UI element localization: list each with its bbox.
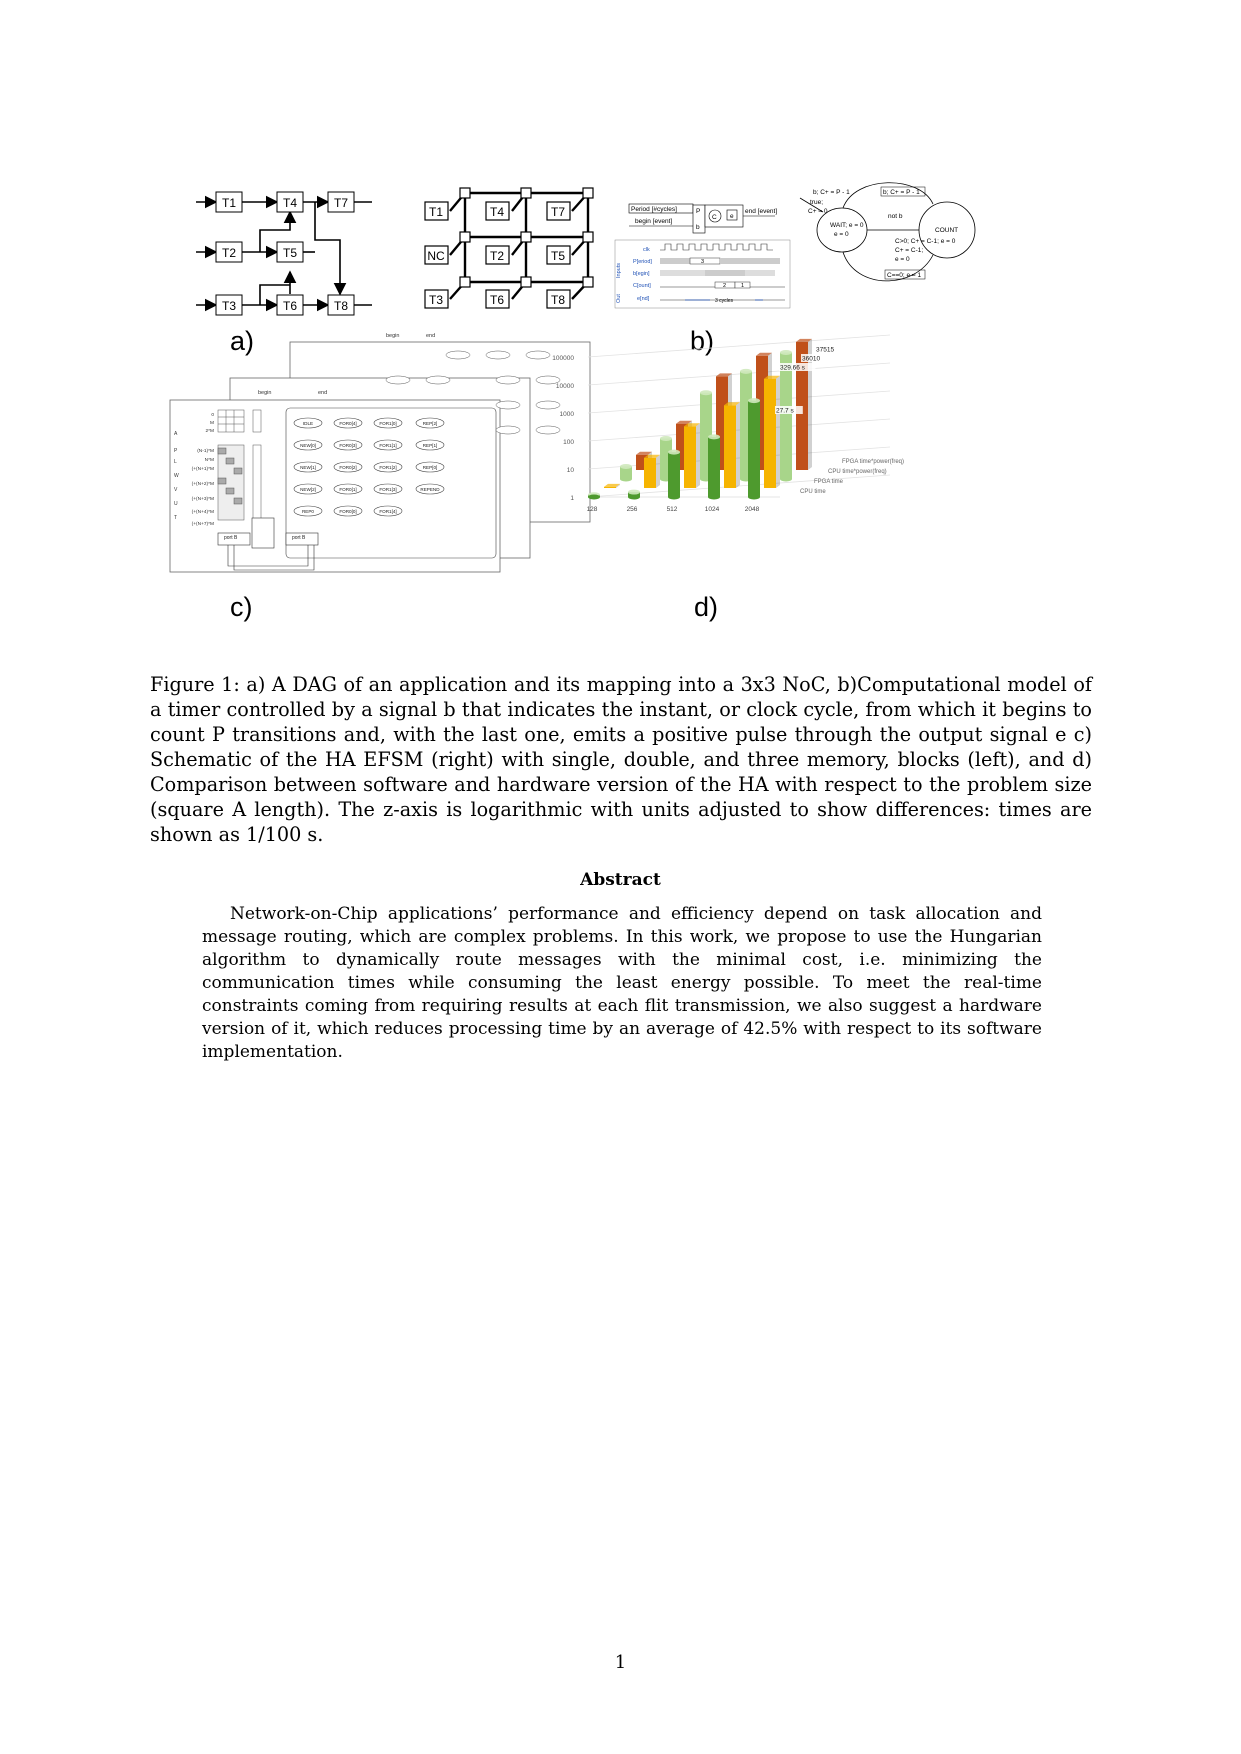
bar-cap: [700, 390, 712, 395]
svg-text:REP[2]: REP[2]: [422, 421, 438, 426]
svg-text:begin [event]: begin [event]: [635, 218, 673, 225]
legend-entry: CPU time*power(freq): [828, 469, 887, 475]
svg-text:end [event]: end [event]: [745, 208, 778, 215]
svg-text:T6: T6: [489, 293, 505, 307]
svg-text:b; C+ = P - 1: b; C+ = P - 1: [883, 189, 920, 196]
svg-text:T5: T5: [282, 246, 298, 260]
svg-text:(+(N+7)*M: (+(N+7)*M: [191, 522, 214, 527]
x-tick-label: 1024: [704, 506, 720, 513]
bar-cap: [708, 434, 720, 439]
bar-base: [748, 495, 760, 500]
bar-cap: [668, 450, 680, 455]
svg-text:T2: T2: [489, 249, 505, 263]
svg-text:b; C+ = P - 1: b; C+ = P - 1: [813, 189, 850, 196]
gridline: [588, 363, 890, 385]
svg-text:2: 2: [723, 283, 727, 289]
bar-base: [620, 477, 632, 482]
bar-cap: [740, 369, 752, 374]
z-tick-label: 10000: [555, 383, 574, 390]
svg-text:Period [#cycles]: Period [#cycles]: [631, 206, 677, 213]
abstract-title: Abstract: [580, 870, 661, 890]
svg-text:W: W: [174, 473, 179, 479]
svg-text:T3: T3: [428, 293, 444, 307]
svg-text:C==0; e = 1: C==0; e = 1: [887, 272, 922, 279]
bar: [684, 426, 696, 488]
svg-text:T4: T4: [489, 205, 505, 219]
svg-text:FOR1[0]: FOR1[0]: [379, 421, 397, 426]
bar: [644, 458, 656, 488]
svg-text:A: A: [174, 431, 178, 437]
bar: [604, 487, 616, 488]
svg-text:begin: begin: [386, 333, 400, 339]
svg-text:T8: T8: [333, 299, 349, 313]
bar-side: [776, 376, 780, 488]
legend-entry: FPGA time: [814, 479, 844, 485]
svg-text:e = 0: e = 0: [895, 256, 910, 263]
svg-text:NC: NC: [427, 249, 445, 263]
svg-text:FOR1[3]: FOR1[3]: [379, 487, 397, 492]
svg-text:e = 0: e = 0: [834, 231, 849, 238]
value-annotation: 329.66 s: [780, 364, 805, 372]
svg-text:b[egin]: b[egin]: [633, 271, 650, 277]
svg-text:Inputs: Inputs: [616, 263, 622, 278]
svg-text:end: end: [426, 333, 436, 339]
noc-cell: T1: [428, 205, 444, 219]
svg-text:2*M: 2*M: [205, 429, 214, 434]
bar: [708, 437, 720, 497]
svg-text:T6: T6: [282, 299, 298, 313]
chart-legend: [800, 459, 904, 495]
svg-text:NEW[2]: NEW[2]: [300, 487, 316, 492]
svg-text:e: e: [730, 213, 734, 220]
svg-text:FOR0[1]: FOR0[1]: [339, 487, 357, 492]
svg-text:port B: port B: [292, 535, 306, 541]
svg-text:(+(N+4)*M: (+(N+4)*M: [191, 510, 214, 515]
svg-text:(+(N+3)*M: (+(N+3)*M: [191, 497, 214, 502]
bar-cap: [628, 490, 640, 495]
gridline: [588, 335, 890, 357]
bar: [748, 401, 760, 497]
svg-text:(+(N+1)*M: (+(N+1)*M: [191, 467, 214, 472]
x-tick-label: 128: [586, 506, 598, 513]
svg-text:T7: T7: [550, 205, 566, 219]
value-annotation: 27.7 s: [776, 407, 794, 415]
svg-text:P[eriod]: P[eriod]: [633, 259, 652, 265]
svg-text:FOR0[3]: FOR0[3]: [339, 443, 357, 448]
comparison-bar-chart: [552, 345, 1000, 570]
bar-cap: [748, 398, 760, 403]
z-tick-label: 1000: [559, 411, 574, 418]
svg-text:T5: T5: [550, 249, 566, 263]
svg-text:NEW[1]: NEW[1]: [300, 465, 316, 470]
svg-text:NEW[0]: NEW[0]: [300, 443, 316, 448]
legend-entry: FPGA time*power(freq): [842, 459, 905, 465]
svg-text:COUNT: COUNT: [935, 227, 959, 234]
bar-base: [628, 495, 640, 500]
svg-text:IDLE: IDLE: [302, 421, 314, 426]
dag-task-label: T1: [221, 196, 237, 210]
bar: [668, 452, 680, 497]
bar-base: [668, 495, 680, 500]
svg-text:(+(N+2)*M: (+(N+2)*M: [191, 482, 214, 487]
figure-caption: Figure 1: a) A DAG of an application and its mapping into a 3x3 NoC, b)Computational model of a timer controlled by a signal b that indicates the instant, or clock cycle, from which it begins to count P transitions and, with the last one, emits a positive pulse through the output signal e c) Schematic of the HA EFSM (right) with single, double, and three memory, blocks (left), and d) Comparison between software and hardware version of the HA with respect to the problem size (square A length). The z-axis is logarithmic with units adjusted to show differences: times are shown as 1/100 s.: [150, 673, 1092, 846]
svg-text:C[ount]: C[ount]: [633, 283, 651, 289]
svg-text:T7: T7: [333, 196, 349, 210]
svg-text:M: M: [210, 421, 214, 426]
bar-side: [696, 423, 700, 488]
svg-text:FOR0[4]: FOR0[4]: [339, 421, 357, 426]
z-tick-label: 1: [570, 495, 574, 502]
bar: [764, 379, 776, 488]
svg-text:N*M: N*M: [204, 458, 214, 463]
chart-bars: [588, 339, 812, 500]
dag-diagram: [190, 180, 390, 320]
x-tick-label: 2048: [744, 506, 760, 513]
bar-side: [736, 402, 740, 488]
svg-text:C+ = C-1;: C+ = C-1;: [895, 247, 924, 254]
panel-label-c: c): [230, 592, 253, 622]
bar-side: [656, 455, 660, 488]
svg-text:(N-1)*M: (N-1)*M: [197, 449, 214, 454]
svg-text:FOR1[4]: FOR1[4]: [379, 509, 397, 514]
z-tick-label: 10: [566, 467, 574, 474]
svg-text:P: P: [696, 208, 701, 215]
svg-text:T: T: [174, 515, 178, 521]
svg-text:V: V: [174, 487, 178, 493]
svg-text:3: 3: [701, 259, 705, 265]
svg-text:e[nd]: e[nd]: [637, 296, 650, 302]
noc-diagram: [420, 185, 600, 320]
timer-model-diagram: [615, 189, 995, 310]
value-annotation: 37515: [816, 346, 835, 354]
panel-label-a: a): [230, 326, 255, 356]
svg-text:T3: T3: [221, 299, 237, 313]
panel-label-b: b): [690, 326, 715, 356]
svg-text:T4: T4: [282, 196, 298, 210]
svg-text:U: U: [174, 501, 178, 507]
svg-text:T8: T8: [550, 293, 566, 307]
bar-cap: [780, 350, 792, 355]
value-annotation: 36010: [802, 355, 821, 363]
z-tick-label: 100: [563, 439, 574, 446]
svg-text:REP0: REP0: [301, 509, 315, 514]
svg-text:3 cycles: 3 cycles: [715, 298, 734, 304]
bar-base: [588, 495, 600, 500]
svg-text:P: P: [174, 448, 178, 454]
svg-text:C+ = 0: C+ = 0: [808, 208, 828, 215]
svg-text:REP[1]: REP[1]: [422, 443, 438, 448]
svg-text:port B: port B: [224, 535, 238, 541]
x-tick-label: 256: [626, 506, 638, 513]
svg-text:true;: true;: [810, 199, 824, 206]
svg-text:FOR1[2]: FOR1[2]: [379, 465, 397, 470]
bar-cap: [660, 436, 672, 441]
svg-text:C: C: [712, 214, 717, 221]
svg-text:begin: begin: [258, 390, 272, 396]
svg-text:T2: T2: [221, 246, 237, 260]
page-number: 1: [614, 1652, 627, 1673]
svg-text:C>0; C+ = C-1; e = 0: C>0; C+ = C-1; e = 0: [895, 238, 956, 245]
svg-text:REP[0]: REP[0]: [422, 465, 438, 470]
svg-text:not b: not b: [888, 213, 903, 220]
svg-text:FOR1[1]: FOR1[1]: [379, 443, 397, 448]
svg-text:end: end: [318, 390, 328, 396]
svg-text:FOR0[2]: FOR0[2]: [339, 465, 357, 470]
z-tick-label: 100000: [552, 355, 574, 362]
svg-text:Out: Out: [616, 294, 622, 303]
efsm-schematic: [168, 330, 598, 575]
panel-label-d: d): [694, 592, 719, 622]
svg-text:b: b: [696, 224, 700, 231]
bar-cap: [620, 464, 632, 469]
svg-text:clk: clk: [643, 247, 650, 253]
bar-base: [708, 495, 720, 500]
svg-text:L: L: [174, 459, 177, 465]
bar-base: [780, 477, 792, 482]
bar: [724, 405, 736, 488]
x-tick-label: 512: [666, 506, 678, 513]
legend-entry: CPU time: [800, 489, 826, 495]
svg-text:REPEND: REPEND: [420, 487, 440, 492]
svg-text:FOR0[0]: FOR0[0]: [339, 509, 357, 514]
abstract-body: Network-on-Chip applications’ performance and efficiency depend on task allocation and message routing, which are complex problems. In this work, we propose to use the Hungarian algorithm to dynamically route messages with the minimal cost, i.e. minimizing the communication times while consuming the least energy possible. To meet the real-time constraints coming from requiring results at each flit transmission, we also suggest a hardware version of it, which reduces processing time by an average of 42.5% with respect to its software implementation.: [202, 904, 1042, 1062]
svg-text:1: 1: [741, 283, 745, 289]
svg-text:0: 0: [211, 413, 214, 418]
svg-text:WAIT; e = 0: WAIT; e = 0: [830, 222, 864, 229]
